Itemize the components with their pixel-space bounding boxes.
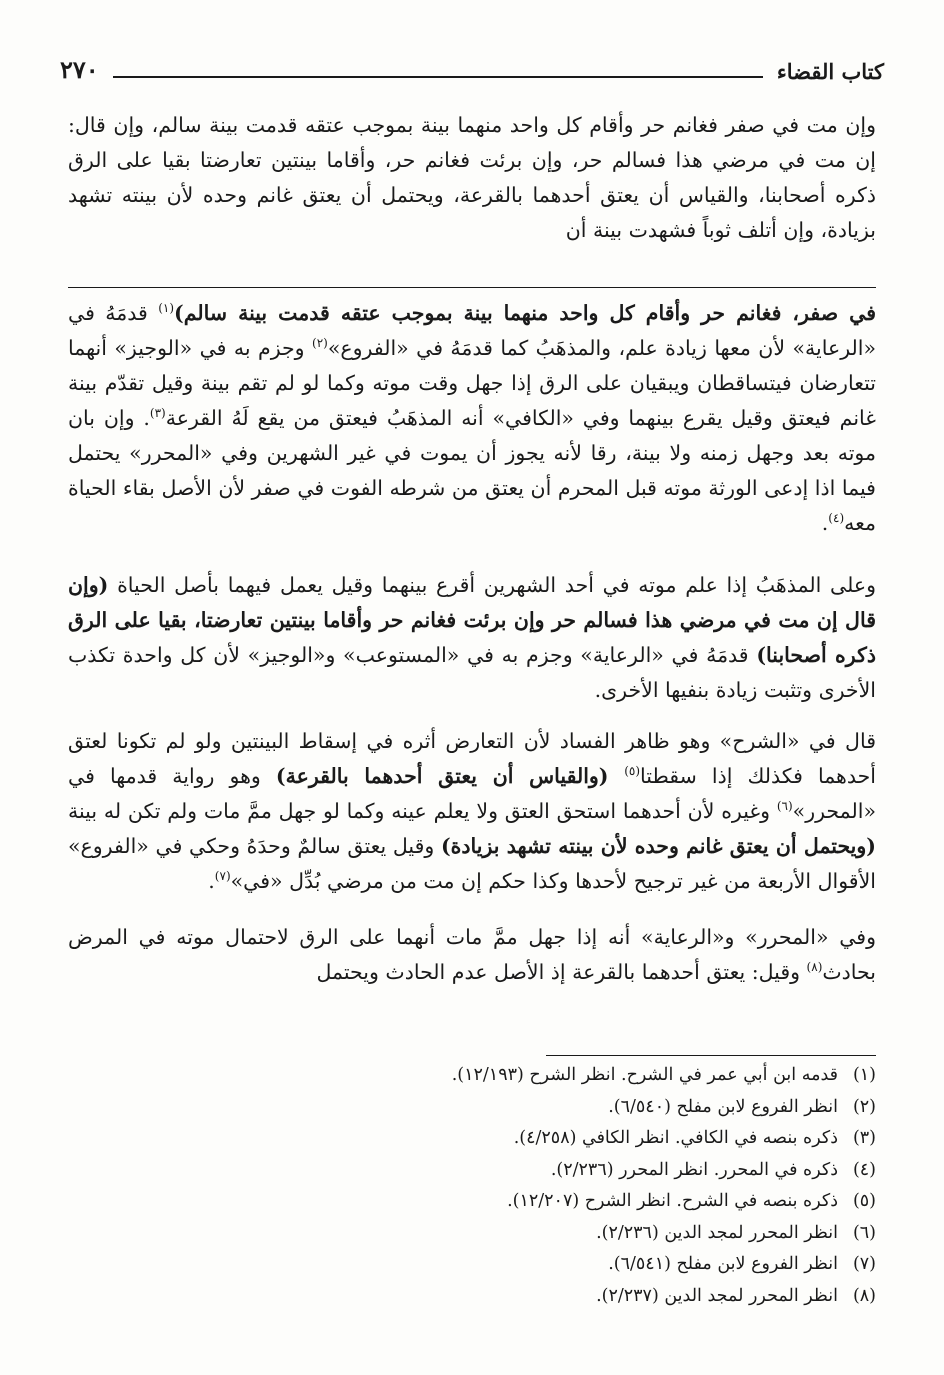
commentary-paragraph-3 (68, 724, 876, 899)
footnote-item (156, 1249, 876, 1281)
footnote-item (156, 1123, 876, 1155)
footnote-item (156, 1186, 876, 1218)
footnote-text: ذكره في المحرر. انظر المحرر (٢/٢٣٦). (550, 1159, 838, 1180)
footnote-text: انظر المحرر لمجد الدين (٢/٢٣٦). (596, 1222, 838, 1243)
footnote-item (156, 1060, 876, 1092)
footnote-number: (١) (852, 1065, 876, 1085)
quoted-matn: (ويحتمل أن يعتق غانم وحده لأن بينته تشهد بزيادة) (440, 834, 876, 858)
commentary-paragraph-1 (68, 296, 876, 541)
footnote-ref[interactable]: (٤) (828, 511, 845, 526)
footnote-item (156, 1092, 876, 1124)
matn-commentary-divider (68, 287, 876, 288)
quoted-matn: في صفر، فغانم حر وأقام كل واحد منهما بينة بموجب عتقه قدمت بينة سالم) (174, 301, 877, 325)
commentary-text: وهو رواية قدمها في «المحرر» (68, 764, 876, 823)
commentary-text: وعلى المذهَبُ إذا علم موته في أحد الشهرين أقرع بينهما وقيل يعمل فيهما بأصل الحياة (108, 573, 876, 597)
commentary-paragraph-4 (68, 920, 876, 990)
page-header (60, 48, 884, 84)
footnote-ref[interactable]: (٣) (149, 406, 166, 421)
commentary-text: قدمَهُ في «الرعاية» وجزم به في «المستوعب» و«الوجيز» لأن كل واحدة تكذب الأخرى وتثبت زيادة بنفيها الأخرى. (68, 643, 876, 702)
matn-text (68, 108, 876, 248)
commentary-text: . وإن بان موته بعد وجهل زمنه ولا بينة، رقا لأنه يجوز أن يموت في غير الشهرين وفي «المحرر» يحتمل فيما اذا إدعى الورثة موته قبل المحرم أن يعتق من شرطه الفوت في صفر لأن الأصل بقاء الحياة معه (68, 406, 876, 535)
footnote-text: ذكره بنصه في الكافي. انظر الكافي (٤/٢٥٨). (513, 1128, 838, 1148)
commentary-text: . (821, 511, 829, 535)
footnote-ref[interactable]: (٨) (806, 960, 823, 975)
footnote-item (156, 1155, 876, 1187)
footnote-number: (٢) (852, 1096, 876, 1117)
commentary-text: قدمَهُ في «الرعاية» لأن معها زيادة علم، والمذهَبُ كما قدمَهُ في «الفروع» (68, 301, 876, 360)
quoted-matn: (والقياس أن يعتق أحدهما بالقرعة) (275, 764, 625, 788)
footnote-text: انظر الفروع لابن مفلح (٦/٥٤٠). (608, 1096, 838, 1117)
commentary-text: وقيل: يعتق أحدهما بالقرعة إذ الأصل عدم الحادث ويحتمل (316, 960, 807, 984)
footnote-number: (٤) (852, 1159, 876, 1180)
footnote-ref[interactable]: (٧) (214, 869, 231, 884)
footnote-number: (٨) (852, 1285, 876, 1306)
footnote-text: انظر المحرر لمجد الدين (٢/٢٣٧). (596, 1285, 838, 1306)
footnote-number: (٧) (852, 1254, 876, 1274)
commentary-text: وقيل يعتق سالمٌ وحدَهُ وحكي في «الفروع» الأقوال الأربعة من غير ترجيح لأحدها وكذا حكم إن مت من مرضي بُدِّل «في» (68, 834, 876, 893)
footnote-number: (٣) (852, 1128, 876, 1148)
footnote-ref[interactable]: (٥) (624, 764, 641, 779)
matn-paragraph: وإن مت في صفر فغانم حر وأقام كل واحد منهما بينة بموجب عتقه قدمت بينة سالم، وإن قال: إن مت في مرضي هذا فسالم حر، وإن برئت فغانم حر، وأقاما بينتين تعارضتا بقيا على الرق ذكره أصحابنا، والقياس أن يعتق أحدهما بالقرعة، ويحتمل أن يعتق غانم وحده لأن بينته تشهد بزيادة، وإن أتلف ثوباً فشهدت بينة أن (68, 113, 876, 242)
footnote-item (156, 1218, 876, 1250)
footnote-number: (٦) (852, 1222, 876, 1243)
footnote-number: (٥) (852, 1191, 876, 1211)
footnote-ref[interactable]: (١) (158, 301, 175, 316)
commentary-text: . (208, 869, 215, 893)
footnotes-rule (546, 1055, 876, 1056)
footnote-ref[interactable]: (٢) (312, 336, 328, 351)
page-number: ٢٧٠ (60, 55, 99, 84)
commentary-paragraph-2 (68, 568, 876, 708)
footnotes-list (156, 1060, 876, 1312)
commentary-text: وفي «المحرر» و«الرعاية» أنه إذا جهل ممَّ مات أنهما على الرق لاحتمال موته في المرض بحادث (68, 925, 876, 984)
book-title: كتاب القضاء (776, 59, 884, 84)
commentary-text: قال في «الشرح» وهو ظاهر الفساد لأن التعارض أثره في إسقاط البينتين ولو لم تكونا لعتق أحدهما فكذلك إذا سقطتا (68, 729, 876, 788)
header-rule (113, 76, 763, 78)
footnote-text: ذكره بنصه في الشرح. انظر الشرح (١٢/٢٠٧). (507, 1191, 838, 1211)
footnote-ref[interactable]: (٦) (776, 799, 793, 814)
footnote-item (156, 1281, 876, 1313)
commentary-text: وجزم به في «الوجيز» أنهما تتعارضان فيتساقطان ويبقيان على الرق إذا جهل وقت موته وكما لو لم تقم بينة وقيل تقدّم بينة غانم فيعتق وقيل يقرع بينهما وفي «الكافي» أنه المذهَبُ فيعتق من يقع لَهُ القرعة (68, 336, 876, 430)
commentary-text: وغيره لأن أحدهما استحق العتق ولا يعلم عينه وكما لو جهل ممَّ مات ولم تكن له بينة (68, 799, 777, 823)
footnote-text: انظر الفروع لابن مفلح (٦/٥٤١). (608, 1254, 838, 1274)
quoted-matn: (وإن قال إن مت في مرضي هذا فسالم حر وإن برئت فغانم حر وأقاما بينتين تعارضتا، بقيا على الرق ذكره أصحابنا) (68, 573, 876, 667)
footnote-text: قدمه ابن أبي عمر في الشرح. انظر الشرح (١٢/١٩٣). (451, 1065, 838, 1085)
